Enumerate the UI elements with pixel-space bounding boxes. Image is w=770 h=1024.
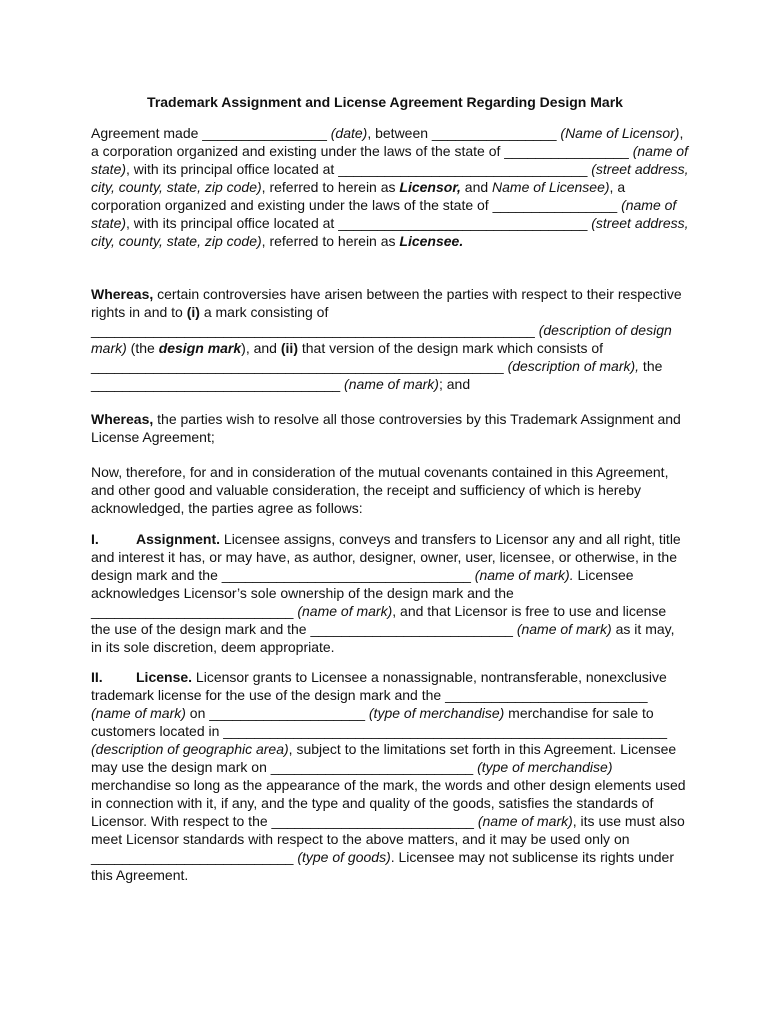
section-number: I. [91,531,99,547]
license-section [91,668,689,884]
text-run: , referred to herein as [261,179,400,195]
text-run: , and that Licensor is free to use and license the use of the design mark and the __________________________ [91,603,667,637]
text-run: (the [126,340,159,356]
text-run: (i) [186,304,200,320]
text-run: Licensee assigns, conveys and transfers to Licensor any and all right, title and interest it has, or may have, as author, designer, owner, user, licensee, or otherwise, in the design mark and the ________________________________ [91,531,681,583]
text-run: a mark consisting of _________________________________________________________ [91,304,539,338]
text-run: , with its principal office located at ________________________________ [126,215,592,231]
text-run: Name of Licensee) [492,179,610,195]
text-run: that version of the design mark which consists of _____________________________________________________ [91,340,604,374]
text-run: (ii) [280,340,298,356]
text-run: merchandise so long as the appearance of the mark, the words and other design elements used in connection with it, if any, and the type and quality of the goods, satisfies the standards of Licensor. With respect to the __________________________ [91,777,686,829]
text-run: Licensee. [399,233,464,249]
text-run: (name of mark). [474,567,574,583]
whereas-controversies-paragraph [91,285,689,393]
preamble-paragraph [91,124,689,250]
text-run: , its use must also meet Licensor standards with respect to the above matters, and it may be used only on __________________________ [91,813,685,865]
text-run: (description of design mark) [91,322,672,356]
section-heading: Assignment. [136,531,221,547]
text-run: on ____________________ [185,705,369,721]
text-run: (street address, city, county, state, zip code) [91,215,689,249]
text-run: Whereas, [91,411,154,427]
assignment-section [91,530,689,656]
text-run: the ________________________________ [91,358,663,392]
text-run: Agreement made ________________ [91,125,331,141]
whereas-resolve-paragraph [91,410,689,446]
section-heading: License. [136,669,193,685]
text-run: and [460,179,493,195]
text-run: certain controversies have arisen between the parties with respect to their respective rights in and to [91,286,682,320]
text-run: , a corporation organized and existing under the laws of the state of ________________ [91,125,684,159]
text-run: . Licensee may not sublicense its rights under this Agreement. [91,849,674,883]
text-run: (name of mark) [477,813,573,829]
text-run: (Name of Licensor) [560,125,680,141]
text-run: , with its principal office located at ________________________________ [126,161,592,177]
now-therefore-paragraph [91,463,689,517]
text-run: ), and [241,340,281,356]
text-run: merchandise for sale to customers located in _________________________________________________________ [91,705,668,739]
text-run: (name of mark) [91,705,186,721]
text-run: Licensor grants to Licensee a nonassignable, nontransferable, nonexclusive trademark license for the use of the design mark and the __________________________ [91,669,667,703]
text-run: , between ________________ [367,125,561,141]
text-run: Now, therefore, for and in consideration of the mutual covenants contained in this Agreement, and other good and valuable consideration, the receipt and sufficiency of which is hereby acknowledged, the parties agree as follows: [91,464,669,516]
section-body [91,669,686,883]
text-run: (type of merchandise) [368,705,505,721]
text-run: design mark [158,340,242,356]
text-run: as it may, in its sole discretion, deem appropriate. [91,621,675,655]
text-run: , referred to herein as [261,233,400,249]
text-run: (name of mark) [516,621,612,637]
text-run: (date) [330,125,368,141]
text-run: (type of goods) [297,849,391,865]
section-number: II. [91,669,103,685]
text-run: (name of state) [91,197,677,231]
text-run: , subject to the limitations set forth in this Agreement. Licensee may use the design mark on __________________________ [91,741,677,775]
text-run: (name of mark) [344,376,439,392]
section-body [91,531,681,655]
text-run: (street address, city, county, state, zip code) [91,161,689,195]
text-run: (type of merchandise) [477,759,613,775]
document-title: Trademark Assignment and License Agreement Regarding Design Mark [147,94,623,110]
text-run: Licensor, [399,179,461,195]
text-run: ; and [438,376,471,392]
text-run: the parties wish to resolve all those controversies by this Trademark Assignment and License Agreement; [91,411,681,445]
text-run: (description of mark), [507,358,640,374]
text-run: (name of mark) [297,603,393,619]
text-run: Whereas, [91,286,154,302]
text-run: Licensee acknowledges Licensor’s sole ownership of the design mark and the __________________________ [91,567,634,619]
text-run: , a corporation organized and existing under the laws of the state of ________________ [91,179,626,213]
text-run: (name of state) [91,143,688,177]
text-run: (description of geographic area) [91,741,289,757]
